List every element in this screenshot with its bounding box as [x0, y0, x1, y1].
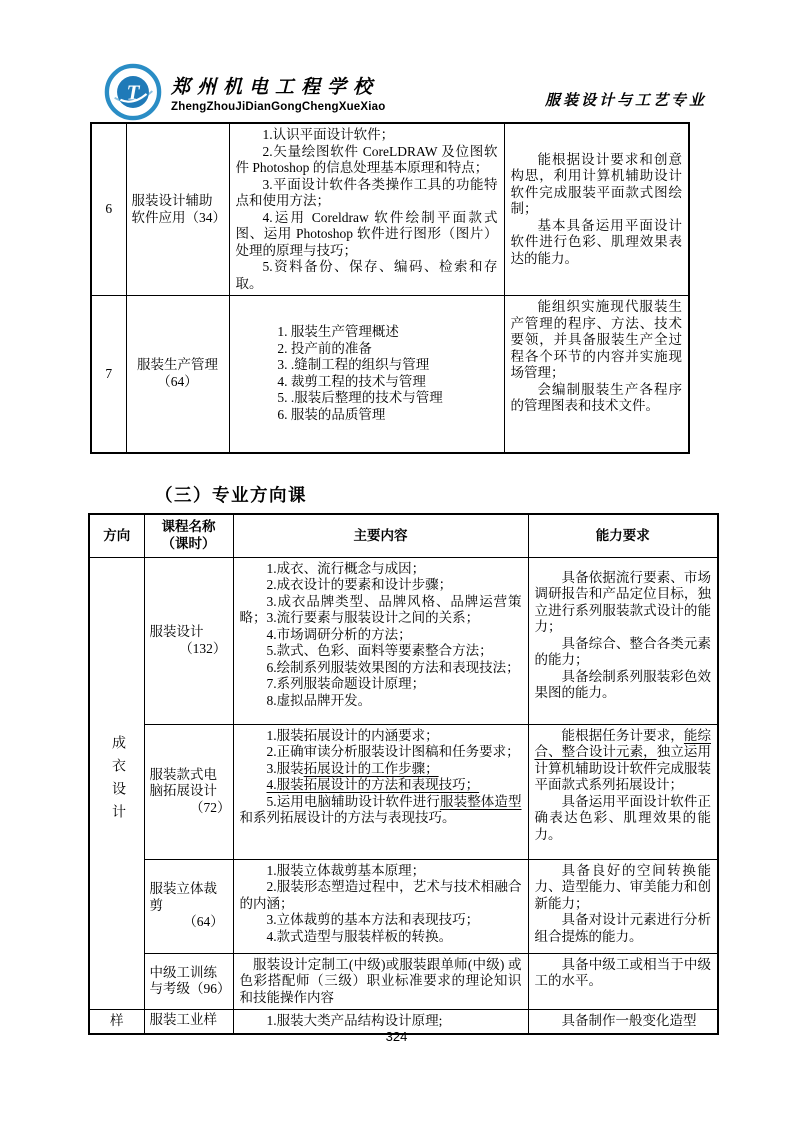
content-paragraphs: 1.服装大类产品结构设计原理; — [266, 1013, 443, 1028]
row-number: 7 — [91, 296, 126, 453]
course-table-continued — [90, 122, 690, 454]
table-row — [89, 859, 718, 953]
ability-cell — [504, 296, 689, 453]
content-paragraphs: 1. 服装生产管理概述 2. 投产前的准备 3. .缝制工程的组织与管理 4. 裁剪工程的技术与管理 5. .服装后整理的技术与管理 6. 服装的品质管理 — [277, 324, 443, 422]
content-cell — [229, 296, 504, 453]
ability-paragraphs: 能根据任务计要求，能综合、整合设计元素，独立运用计算机辅助设计软件完成服装平面款式系列拓展设计； 具备运用平面设计软件正确表达色彩、肌理效果的能力。 — [534, 727, 712, 842]
school-logo-icon — [104, 63, 162, 121]
content-paragraphs: 服装设计定制工(中级)或服装跟单师(中级) 或色彩搭配师（三级）职业标准要求的理论知识和技能操作内容 — [239, 956, 522, 1005]
table-row — [89, 557, 718, 724]
ability-paragraphs: 能组织实施现代服装生产管理的程序、方法、技术要领，并具备服装生产全过程各个环节的内容并实施现场管理； 会编制服装生产各程序的管理图表和技术文件。 — [510, 299, 682, 413]
ability-paragraphs: 具备制作一般变化造型 — [561, 1013, 697, 1028]
ability-cell — [528, 859, 718, 953]
svg-text:T: T — [126, 80, 140, 105]
content-cell — [229, 123, 504, 296]
course-hours: （132） — [179, 640, 227, 656]
content-paragraphs: 1.服装拓展设计的内涵要求； 2.正确审读分析服装设计图稿和任务要求； 3.服装拓展设计的工作步骤； 4.服装拓展设计的方法和表现技巧； 5.运用电脑辅助设计软件进行服装整体造型和系列拓展设计的方法与表现技巧。 — [239, 727, 522, 825]
course-name: 服装生产管理 — [137, 357, 218, 373]
row-number: 6 — [91, 123, 126, 296]
ability-paragraphs: 能根据设计要求和创意构思，利用计算机辅助设计软件完成服装平面款式图绘制； 基本具备运用平面设计软件进行色彩、肌理效果表达的能力。 — [510, 151, 682, 266]
course-hours: （72） — [190, 799, 231, 815]
content-cell — [233, 557, 528, 724]
course-cell — [144, 557, 233, 724]
course-cell — [126, 296, 229, 453]
school-identity — [171, 72, 385, 113]
content-cell — [233, 724, 528, 859]
course-hours: （64） — [183, 914, 224, 930]
ability-cell — [528, 724, 718, 859]
direction-course-table — [88, 513, 719, 1035]
course-cell — [126, 123, 229, 296]
header-course — [144, 514, 233, 557]
course-name: 中级工训练与考级（96） — [149, 964, 231, 997]
course-cell — [144, 953, 233, 1010]
header-course-line1: 课程名称 — [161, 519, 216, 535]
header-direction: 方向 — [89, 514, 144, 557]
course-hours: （64） — [157, 373, 198, 389]
course-name: 服装设计辅助软件应用（34） — [131, 193, 226, 225]
table-row — [91, 296, 689, 453]
major-title: 服装设计与工艺专业 — [544, 92, 707, 109]
ability-paragraphs: 具备中级工或相当于中级工的水平。 — [534, 956, 711, 988]
direction-label: 成衣设计 — [110, 735, 125, 827]
course-name: 服装款式电脑拓展设计 — [149, 766, 217, 799]
course-name: 服装设计 — [149, 624, 204, 639]
header-ability: 能力要求 — [528, 514, 718, 557]
page-number: 324 — [385, 1029, 408, 1044]
table-row — [89, 953, 718, 1010]
ability-cell — [504, 123, 689, 296]
header-course-line2: （课时） — [161, 535, 216, 551]
table-row — [89, 724, 718, 859]
page-header — [104, 62, 707, 122]
direction-label: 样 — [110, 1013, 124, 1028]
school-pinyin: ZhengZhouJiDianGongChengXueXiao — [171, 100, 386, 113]
school-name: 郑州机电工程学校 — [171, 76, 380, 98]
ability-cell — [528, 557, 718, 724]
content-paragraphs: 1.认识平面设计软件； 2.矢量绘图软件 CoreLDRAW 及位图软件 Photoshop 的信息处理基本原理和特点； 3.平面设计软件各类操作工具的功能特点和使用方法； 4.运用 Coreldraw 软件绘制平面款式图、运用 Photoshop 软件进行图形（图片）处理的原理与技巧； 5.资料备份、保存、编码、检索和存取。 — [235, 127, 498, 291]
course-cell — [144, 859, 233, 953]
table-header-row — [89, 514, 718, 557]
content-paragraphs: 1.成衣、流行概念与成因； 2.成衣设计的要素和设计步骤； 3.成衣品牌类型、品牌风格、品牌运营策略；3.流行要素与服装设计之间的关系； 4.市场调研分析的方法； 5.款式、色彩、面料等要素整合方法； 6.绘制系列服装效果图的方法和表现技法； 7.系列服装命题设计原理； 8.虚拟品牌开发。 — [239, 560, 522, 708]
course-cell — [144, 724, 233, 859]
content-cell — [233, 859, 528, 953]
content-paragraphs: 1.服装立体裁剪基本原理； 2.服装形态塑造过程中，艺术与技术相融合的内涵； 3.立体裁剪的基本方法和表现技巧； 4.款式造型与服装样板的转换。 — [239, 862, 522, 944]
header-content: 主要内容 — [233, 514, 528, 557]
table-row — [91, 123, 689, 296]
course-name: 服装工业样 — [149, 1012, 217, 1027]
direction-cell — [89, 557, 144, 1010]
section-title: （三）专业方向课 — [155, 485, 307, 505]
content-cell — [233, 953, 528, 1010]
ability-cell — [528, 953, 718, 1010]
ability-paragraphs: 具备依据流行要素、市场调研报告和产品定位目标，独立进行系列服装款式设计的能力； 具备综合、整合各类元素的能力； 具备绘制系列服装彩色效果图的能力。 — [534, 569, 711, 700]
ability-paragraphs: 具备良好的空间转换能力、造型能力、审美能力和创新能力； 具备对设计元素进行分析组合提炼的能力。 — [534, 862, 711, 944]
course-name: 服装立体裁剪 — [149, 881, 217, 913]
